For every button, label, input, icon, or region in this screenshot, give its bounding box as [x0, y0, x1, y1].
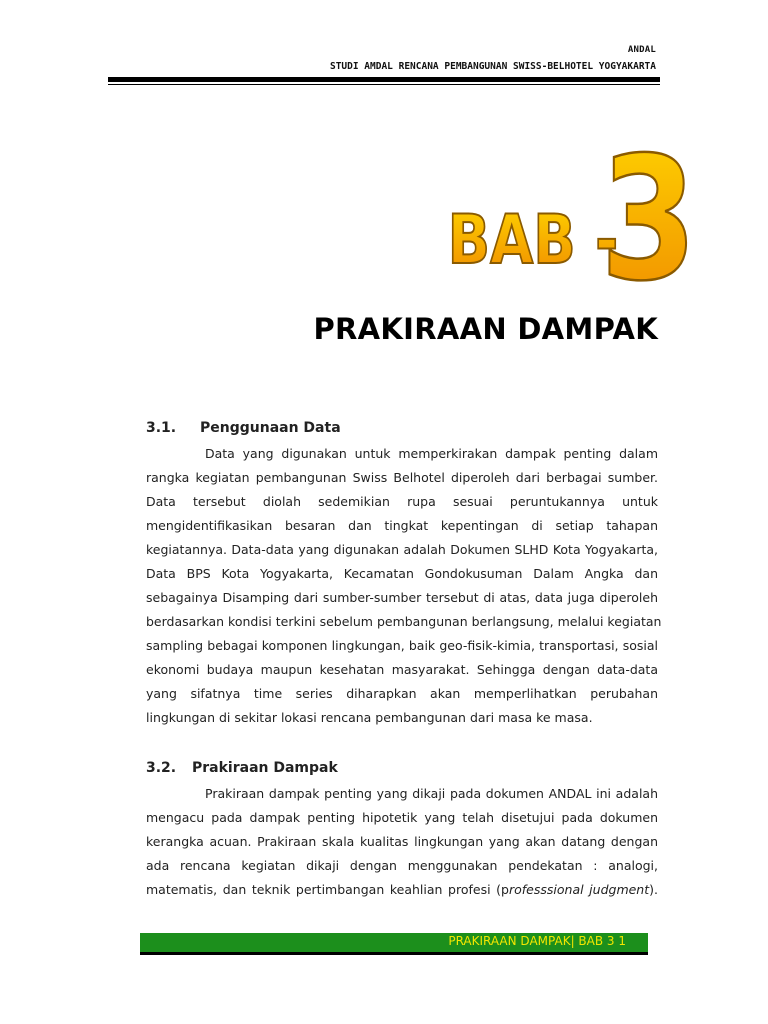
text-line: lingkungan di sekitar lokasi rencana pembangunan dari masa ke masa.: [146, 710, 593, 725]
footer-text: PRAKIRAAN DAMPAK| BAB 3 1: [448, 934, 626, 948]
section-3-2-paragraph: [146, 782, 658, 902]
section-heading-3-2: [146, 760, 338, 776]
text-line: ekonomi budaya maupun kesehatan masyarakat. Sehingga dengan data-data: [146, 662, 658, 677]
text-line: Prakiraan dampak penting yang dikaji pada dokumen ANDAL ini adalah: [205, 786, 658, 801]
section-title: Penggunaan Data: [200, 420, 341, 436]
text-line: ada rencana kegiatan dikaji dengan menggunakan pendekatan : analogi,: [146, 858, 658, 873]
footer-bar: [140, 933, 648, 955]
text-line: kerangka acuan. Prakiraan skala kualitas lingkungan yang akan datang dengan: [146, 834, 658, 849]
section-title: Prakiraan Dampak: [192, 760, 338, 776]
page-title: PRAKIRAAN DAMPAK: [313, 312, 658, 346]
text-line: rangka kegiatan pembangunan Swiss Belhotel diperoleh dari berbagai sumber.: [146, 470, 658, 485]
chapter-badge-number: 3: [600, 120, 698, 319]
header-study-title: STUDI AMDAL RENCANA PEMBANGUNAN SWISS-BELHOTEL YOGYAKARTA: [329, 61, 656, 72]
italic-term: rofesssional judgment: [508, 882, 650, 897]
text-line: Data tersebut diolah sedemikian rupa sesuai peruntukannya untuk: [146, 494, 658, 509]
text-line: sampling bebagai komponen lingkungan, baik geo-fisik-kimia, transportasi, sosial: [146, 638, 658, 653]
header-rule-thin: [108, 84, 660, 85]
text-line: yang sifatnya time series diharapkan akan memperlihatkan perubahan: [146, 686, 658, 701]
text-line: Data BPS Kota Yogyakarta, Kecamatan Gondokusuman Dalam Angka dan: [146, 566, 658, 581]
text-line: kegiatannya. Data-data yang digunakan adalah Dokumen SLHD Kota Yogyakarta,: [146, 542, 658, 557]
section-heading-3-1: [146, 420, 341, 436]
section-number: 3.2.: [146, 760, 177, 776]
text-line: mengidentifikasikan besaran dan tingkat kepentingan di setiap tahapan: [146, 518, 658, 533]
text-line: Data yang digunakan untuk memperkirakan dampak penting dalam: [205, 446, 658, 461]
text-line: berdasarkan kondisi terkini sebelum pembangunan berlangsung, melalui kegiatan: [146, 614, 662, 629]
chapter-badge: [446, 118, 698, 319]
header-rule-thick: [108, 77, 660, 82]
text-line-last: [146, 878, 658, 902]
chapter-badge-prefix: BAB -: [447, 199, 619, 280]
text-segment: matematis, dan teknik pertimbangan keahlian profesi (p: [146, 882, 509, 897]
text-line: sebagainya Disamping dari sumber-sumber tersebut di atas, data juga diperoleh: [146, 590, 658, 605]
section-number: 3.1.: [146, 420, 177, 436]
text-line: mengacu pada dampak penting hipotetik yang telah disetujui pada dokumen: [146, 810, 658, 825]
header-doc-label: ANDAL: [627, 45, 656, 55]
text-segment: ).: [649, 882, 658, 897]
section-3-1-paragraph: [146, 442, 662, 730]
